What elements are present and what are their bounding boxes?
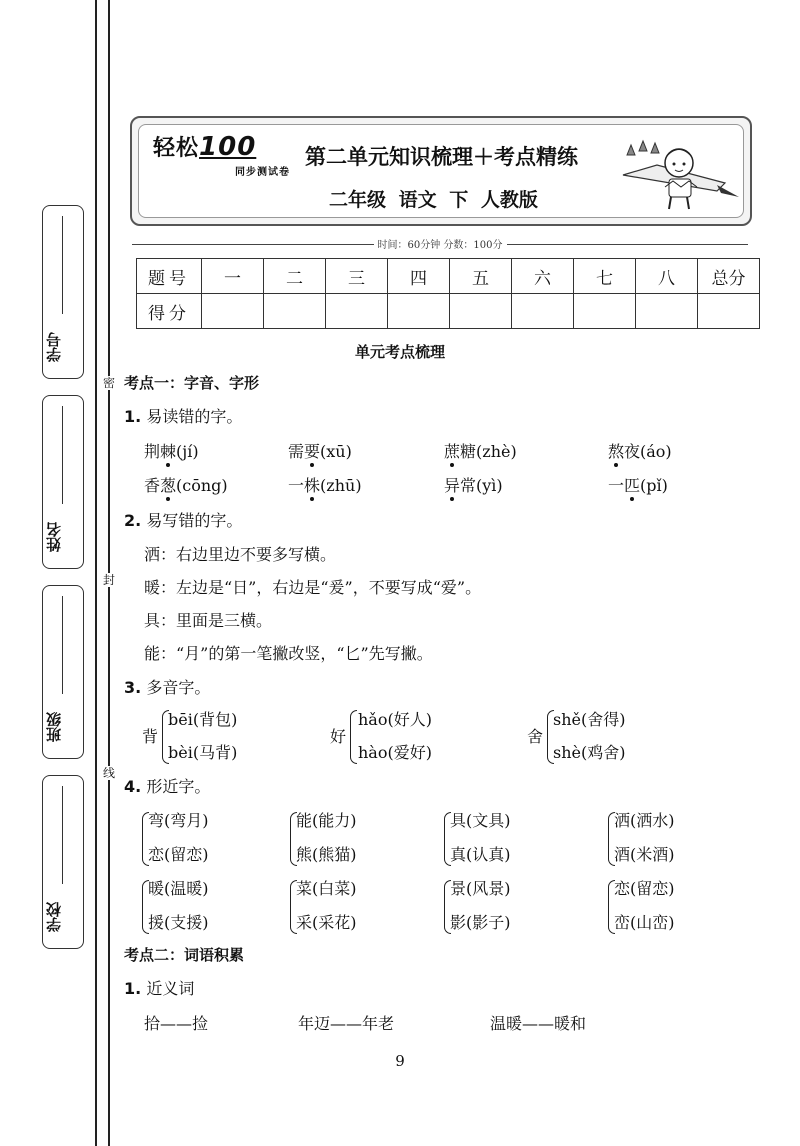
polyphone-char: 背	[142, 727, 159, 746]
school-field[interactable]	[42, 775, 84, 949]
write-line	[62, 786, 63, 884]
column-header: 一	[202, 259, 264, 294]
writing-tip: 洒：右边里边不要多写横。	[144, 545, 337, 564]
brand-logo	[153, 131, 256, 162]
writing-tip: 能：“月”的第一笔撇改竖，“匕”先写撇。	[144, 644, 433, 663]
column-header: 七	[574, 259, 636, 294]
similar-char: 援(支援)	[148, 913, 209, 932]
class-field[interactable]	[42, 585, 84, 759]
column-header: 五	[450, 259, 512, 294]
score-table	[136, 258, 760, 329]
column-header: 八	[636, 259, 698, 294]
similar-char: 恋(留恋)	[148, 845, 209, 864]
polyphone-reading: bèi(马背)	[168, 743, 238, 762]
pronunciation-item: 一株(zhū)	[288, 476, 362, 495]
page-title: 第二单元知识梳理＋考点精练	[305, 144, 578, 169]
question-1-2	[124, 508, 242, 531]
column-header: 二	[264, 259, 326, 294]
score-table-header-row	[137, 259, 760, 294]
question-number: 2.	[124, 511, 142, 530]
binding-line-outer	[95, 0, 97, 1146]
student-reading-icon	[617, 135, 747, 215]
question-text: 形近字。	[146, 777, 211, 796]
pronunciation-item: 异常(yì)	[444, 476, 503, 495]
key-point-2-title: 考点二：词语积累	[124, 946, 245, 964]
score-cell[interactable]	[450, 294, 512, 329]
time-score-text: 时间：60分钟 分数：100分	[374, 240, 507, 251]
write-line	[62, 216, 63, 314]
question-number: 1.	[124, 407, 142, 426]
title-banner-inner	[138, 124, 744, 218]
similar-char: 菜(白菜)	[296, 879, 357, 898]
brand-name: 轻松	[153, 136, 200, 161]
question-text: 近义词	[146, 979, 195, 998]
question-text: 易写错的字。	[146, 511, 243, 530]
seal-mark: 线	[103, 766, 116, 780]
page-number: 9	[395, 1052, 405, 1070]
similar-char: 真(认真)	[450, 845, 511, 864]
polyphone-char: 舍	[527, 727, 544, 746]
title-banner	[130, 116, 752, 226]
time-score-info	[132, 236, 748, 252]
pronunciation-item: 熬夜(áo)	[608, 442, 672, 461]
question-text: 多音字。	[146, 678, 211, 697]
similar-char: 采(采花)	[296, 913, 357, 932]
writing-tip: 暖：左边是“日”，右边是“爰”，不要写成“爱”。	[144, 578, 482, 597]
polyphone-reading: hǎo(好人)	[358, 710, 432, 729]
score-cell[interactable]	[202, 294, 264, 329]
field-label: 学号	[45, 332, 63, 362]
similar-char: 峦(山峦)	[614, 913, 675, 932]
similar-char: 具(文具)	[450, 811, 511, 830]
score-cell[interactable]	[388, 294, 450, 329]
pronunciation-item: 需要(xū)	[288, 442, 352, 461]
synonym-pair: 温暖——暖和	[490, 1014, 587, 1033]
polyphone-reading: shě(舍得)	[553, 710, 626, 729]
question-number: 1.	[124, 979, 142, 998]
writing-tip: 具：里面是三横。	[144, 611, 273, 630]
section-title: 单元考点梳理	[354, 343, 445, 361]
similar-char: 熊(熊猫)	[296, 845, 357, 864]
question-text: 易读错的字。	[146, 407, 243, 426]
score-cell[interactable]	[326, 294, 388, 329]
field-label: 班级	[45, 712, 63, 742]
seal-mark: 封	[103, 573, 116, 587]
question-1-1	[124, 404, 242, 427]
pronunciation-item: 蔗糖(zhè)	[444, 442, 517, 461]
column-header: 六	[512, 259, 574, 294]
question-1-4	[124, 774, 210, 797]
score-label: 得分	[137, 294, 202, 329]
similar-char: 景(风景)	[450, 879, 511, 898]
field-label: 姓名	[45, 522, 63, 552]
pronunciation-item: 荆棘(jí)	[144, 442, 199, 461]
column-header: 三	[326, 259, 388, 294]
key-point-1-title: 考点一：字音、字形	[124, 374, 260, 392]
question-number: 3.	[124, 678, 142, 697]
brand-number: 100	[199, 132, 257, 162]
synonym-pair: 拾——捡	[144, 1014, 209, 1033]
column-header: 四	[388, 259, 450, 294]
question-number: 4.	[124, 777, 142, 796]
name-field[interactable]	[42, 395, 84, 569]
score-cell[interactable]	[698, 294, 760, 329]
polyphone-reading: bēi(背包)	[168, 710, 238, 729]
polyphone-reading: hào(爱好)	[358, 743, 432, 762]
similar-char: 暖(温暖)	[148, 879, 209, 898]
similar-char: 能(能力)	[296, 811, 357, 830]
synonym-pair: 年迈——年老	[298, 1014, 395, 1033]
score-table-score-row	[137, 294, 760, 329]
seal-mark: 密	[103, 376, 116, 390]
question-2-1	[124, 976, 194, 999]
field-label: 学校	[45, 902, 63, 932]
similar-char: 洒(洒水)	[614, 811, 675, 830]
pronunciation-item: 香葱(cōng)	[144, 476, 228, 495]
polyphone-reading: shè(鸡舍)	[553, 743, 626, 762]
score-cell[interactable]	[512, 294, 574, 329]
brand-subtitle: 同步测试卷	[235, 167, 290, 178]
brace	[350, 710, 357, 764]
similar-char: 弯(弯月)	[148, 811, 209, 830]
similar-char: 影(影子)	[450, 913, 511, 932]
similar-char: 酒(米酒)	[614, 845, 675, 864]
score-cell[interactable]	[574, 294, 636, 329]
pronunciation-item: 一匹(pǐ)	[608, 476, 668, 495]
similar-char: 恋(留恋)	[614, 879, 675, 898]
column-header: 总分	[698, 259, 760, 294]
question-number-label: 题号	[137, 259, 202, 294]
write-line	[62, 406, 63, 504]
question-1-3	[124, 675, 210, 698]
score-cell[interactable]	[264, 294, 326, 329]
score-cell[interactable]	[636, 294, 698, 329]
polyphone-char: 好	[330, 727, 347, 746]
grade-subject: 二年级 语文 下 人教版	[329, 189, 538, 211]
write-line	[62, 596, 63, 694]
